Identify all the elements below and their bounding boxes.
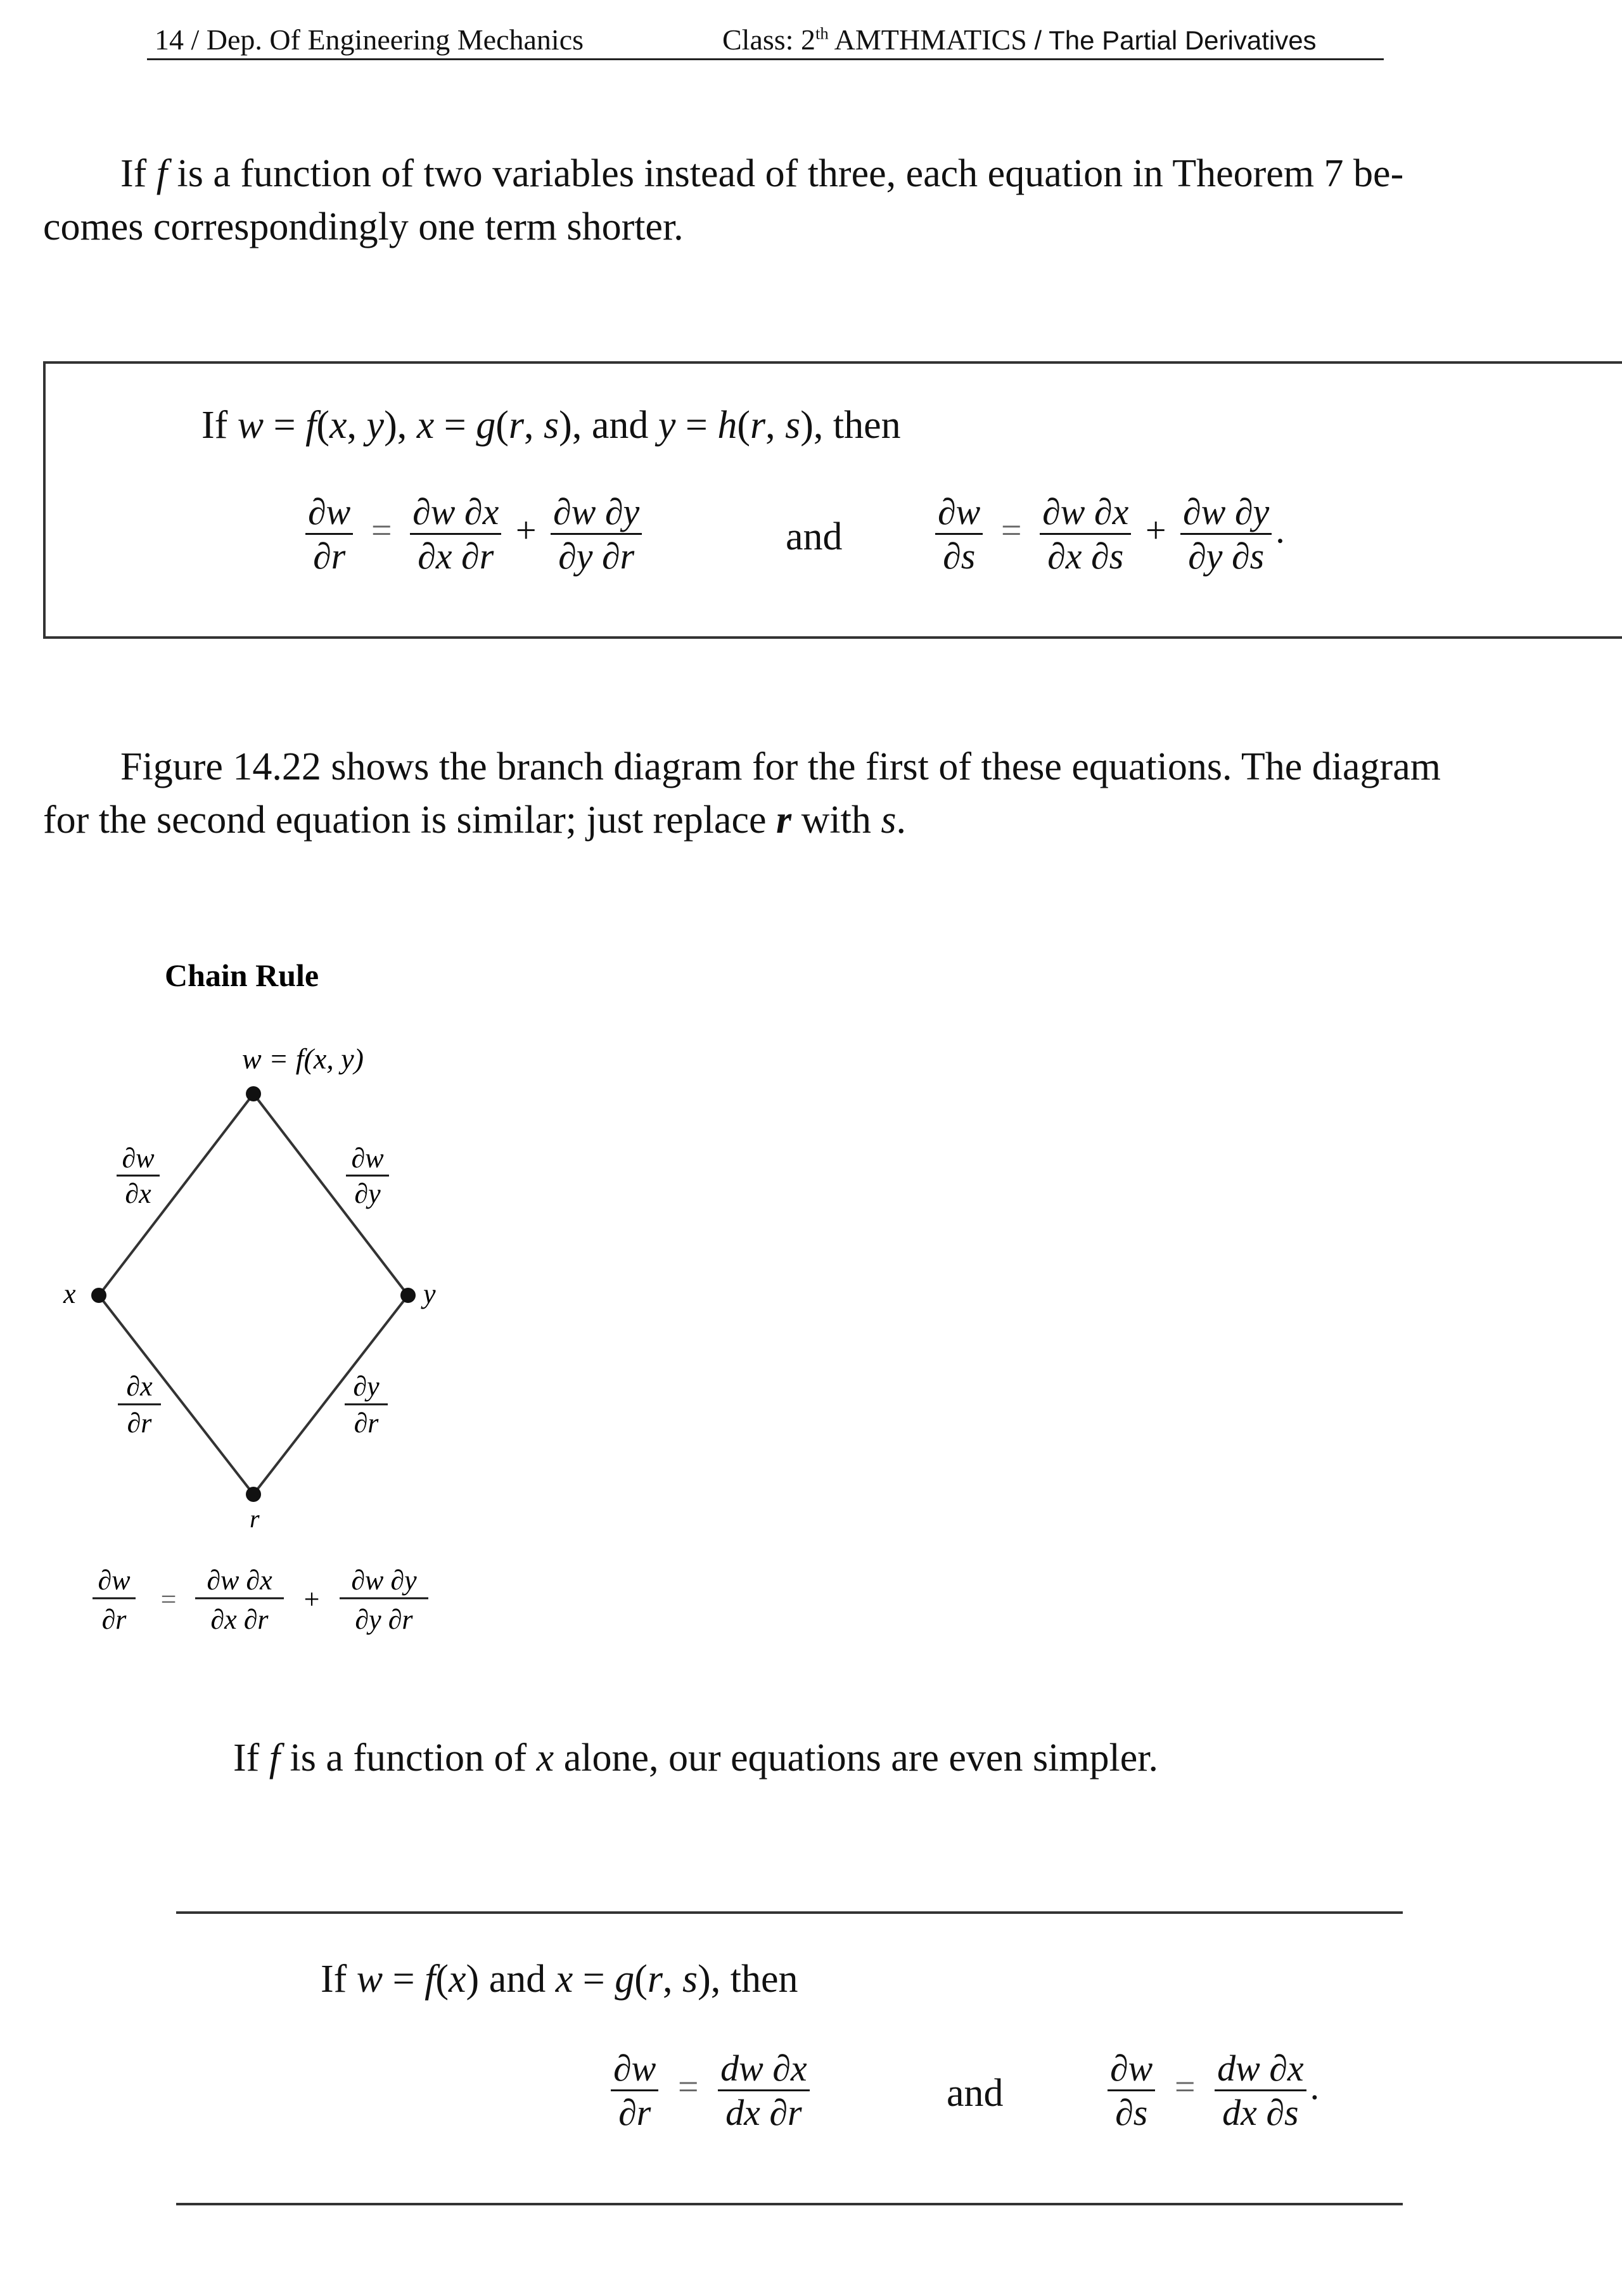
para1-text-rest: is a function of two variables instead of three, each equation in Theorem 7 be- — [167, 152, 1404, 195]
ll-num: ∂x — [126, 1371, 153, 1402]
node-y-label: y — [423, 1278, 436, 1309]
formula-t2-num: ∂w ∂y — [351, 1565, 417, 1596]
math-symbol: x — [555, 1958, 573, 2001]
para2-r: r — [776, 798, 792, 842]
eq1-lhs — [305, 491, 353, 577]
math-symbol: r — [647, 1958, 663, 2001]
math-symbol: f — [305, 404, 317, 447]
para3-text: If — [233, 1736, 269, 1780]
frac-den: ∂r — [313, 536, 346, 577]
condition-text: , — [347, 404, 367, 447]
theorem-box — [43, 361, 1622, 639]
t2eq1-lhs — [611, 2047, 658, 2134]
frac-num: ∂w ∂y — [551, 491, 642, 535]
theorem2-equation-r: $\frac{\partial w}{\partial r}$ = $\frac{dw \partial x}{dx \partial r}$ — [611, 2047, 810, 2134]
condition-text: ( — [737, 404, 750, 447]
math-symbol: f — [425, 1958, 436, 2001]
frac-num: ∂w — [1108, 2047, 1155, 2091]
frac-num: ∂w ∂x — [410, 491, 501, 535]
frac-den: ∂s — [943, 536, 976, 577]
eq2-term1 — [1040, 491, 1131, 577]
para2-line2 — [43, 793, 906, 847]
math-symbol: w — [356, 1958, 383, 2001]
formula-t1-num: ∂w ∂x — [207, 1565, 272, 1596]
condition-text: = — [675, 404, 718, 447]
frac-num: ∂w ∂y — [1180, 491, 1272, 535]
frac-den: ∂s — [1115, 2092, 1148, 2133]
svg-text:+: + — [303, 1584, 320, 1615]
condition-text: ), — [384, 404, 417, 447]
condition-text: ( — [435, 1958, 449, 2001]
condition-text: ), then — [698, 1958, 798, 2001]
ur-num: ∂w — [351, 1143, 384, 1174]
frac-den: ∂y ∂r — [558, 536, 635, 577]
condition-text: ), then — [800, 404, 901, 447]
header-class-sup: th — [815, 23, 829, 43]
para3-text-rest: alone, our equations are even simpler. — [554, 1736, 1158, 1780]
para3 — [233, 1731, 1158, 1785]
frac-num: dw ∂x — [1215, 2047, 1306, 2091]
svg-text:=: = — [160, 1584, 177, 1615]
header-department: 14 / Dep. Of Engineering Mechanics — [155, 23, 584, 56]
eq1-term2 — [551, 491, 642, 577]
frac-den: ∂x ∂s — [1047, 536, 1124, 577]
para3-x: x — [536, 1736, 554, 1780]
diagram-top-label: w = f(x, y) — [242, 1042, 364, 1075]
frac-num: dw ∂x — [718, 2047, 810, 2091]
condition-text: ) and — [466, 1958, 556, 2001]
para2-text-end: . — [896, 798, 907, 842]
theorem-and: and — [786, 515, 843, 558]
para3-f: f — [269, 1736, 281, 1780]
math-symbol: x — [449, 1958, 466, 2001]
diagram-title: Chain Rule — [165, 958, 319, 993]
theorem2-and: and — [947, 2072, 1004, 2115]
condition-text: = — [264, 404, 306, 447]
para2-line1: Figure 14.22 shows the branch diagram for the first of these equations. The diagram — [120, 745, 1441, 788]
frac-num: ∂w ∂x — [1040, 491, 1131, 535]
chain-rule-diagram — [38, 944, 482, 1660]
header-class-prefix: Class: 2 — [722, 23, 815, 56]
math-symbol: r — [750, 404, 766, 447]
math-symbol: s — [785, 404, 801, 447]
math-symbol: x — [329, 404, 347, 447]
math-symbol: x — [416, 404, 435, 447]
math-symbol: s — [682, 1958, 698, 2001]
theorem-condition — [201, 403, 901, 448]
frac-num: ∂w — [305, 491, 353, 535]
math-symbol: r — [508, 404, 525, 447]
condition-text: , — [765, 404, 786, 447]
condition-text: , — [663, 1958, 683, 2001]
theorem2-condition — [321, 1957, 798, 2002]
branch-y-r — [253, 1295, 408, 1494]
node-x — [91, 1288, 106, 1303]
ul-den: ∂x — [125, 1178, 151, 1209]
theorem-equation-r: $\frac{\partial w}{\partial r}$ = $\frac{\partial w \partial x}{\partial x \partial r}$ + $\frac{\partial w \partial y}{\partial y \partial r}$ — [305, 491, 642, 577]
node-w — [246, 1086, 261, 1101]
para2-text: for the second equation is similar; just replace — [43, 798, 776, 842]
condition-text: , — [524, 404, 544, 447]
formula-t2-den: ∂y ∂r — [355, 1604, 413, 1635]
branch-x-r — [99, 1295, 253, 1494]
page-header — [147, 23, 1384, 60]
para1-line1 — [120, 147, 1403, 200]
node-r-label: r — [250, 1504, 260, 1533]
math-symbol: h — [717, 404, 738, 447]
lr-den: ∂r — [354, 1408, 379, 1439]
condition-text: If — [201, 404, 238, 447]
condition-text: If — [321, 1958, 357, 2001]
diagram-formula — [93, 1565, 428, 1635]
branch-w-x — [99, 1094, 253, 1295]
eq2-lhs — [935, 491, 983, 577]
math-symbol: y — [366, 404, 385, 447]
ul-num: ∂w — [122, 1143, 155, 1174]
para2-s: s — [881, 798, 897, 842]
t2eq2-lhs — [1108, 2047, 1155, 2134]
para2-text-mid: with — [791, 798, 881, 842]
condition-text: ), and — [559, 404, 658, 447]
theorem2-equation-s: $\frac{\partial w}{\partial s}$ = $\frac{dw \partial x}{dx \partial s}$ . — [1108, 2047, 1319, 2134]
condition-text: = — [434, 404, 476, 447]
math-symbol: w — [237, 404, 264, 447]
ll-den: ∂r — [127, 1408, 152, 1439]
condition-text: = — [383, 1958, 425, 2001]
frac-den: ∂x ∂r — [418, 536, 494, 577]
t2eq2-term1 — [1215, 2047, 1306, 2134]
frac-num: ∂w — [611, 2047, 658, 2091]
header-class — [722, 23, 1317, 56]
math-symbol: y — [658, 404, 676, 447]
header-class-topic: / The Partial Derivatives — [1026, 25, 1317, 55]
node-y — [400, 1288, 416, 1303]
rule-top — [176, 1911, 1403, 1914]
frac-den: ∂r — [618, 2092, 651, 2133]
formula-lhs-den: ∂r — [101, 1604, 127, 1635]
para1-f: f — [156, 152, 168, 195]
condition-text: ( — [316, 404, 330, 447]
condition-text: ( — [634, 1958, 648, 2001]
rule-bottom — [176, 2203, 1403, 2205]
theorem-equation-s: $\frac{\partial w}{\partial s}$ = $\frac{\partial w \partial x}{\partial x \partial s}$ + $\frac{\partial w \partial y}{\partial y \partial s}$ . — [935, 491, 1285, 577]
lr-num: ∂y — [353, 1371, 380, 1402]
t2eq1-term1 — [718, 2047, 810, 2134]
para1-line2: comes correspondingly one term shorter. — [43, 205, 684, 248]
node-x-label: x — [63, 1278, 76, 1309]
condition-text: ( — [495, 404, 509, 447]
eq1-term1 — [410, 491, 501, 577]
formula-lhs-num: ∂w — [98, 1565, 131, 1596]
condition-text: = — [573, 1958, 615, 2001]
ur-den: ∂y — [354, 1178, 381, 1209]
math-symbol: g — [615, 1958, 635, 2001]
header-class-subject: AMTHMATICS — [828, 23, 1027, 56]
math-symbol: s — [544, 404, 559, 447]
para3-text-mid: is a function of — [280, 1736, 537, 1780]
eq2-term2 — [1180, 491, 1272, 577]
node-r — [246, 1487, 261, 1502]
frac-den: dx ∂r — [725, 2092, 802, 2133]
frac-num: ∂w — [935, 491, 983, 535]
para1-text: If — [120, 152, 156, 195]
frac-den: ∂y ∂s — [1188, 536, 1265, 577]
formula-t1-den: ∂x ∂r — [210, 1604, 269, 1635]
math-symbol: g — [476, 404, 496, 447]
branch-w-y — [253, 1094, 408, 1295]
frac-den: dx ∂s — [1222, 2092, 1299, 2133]
